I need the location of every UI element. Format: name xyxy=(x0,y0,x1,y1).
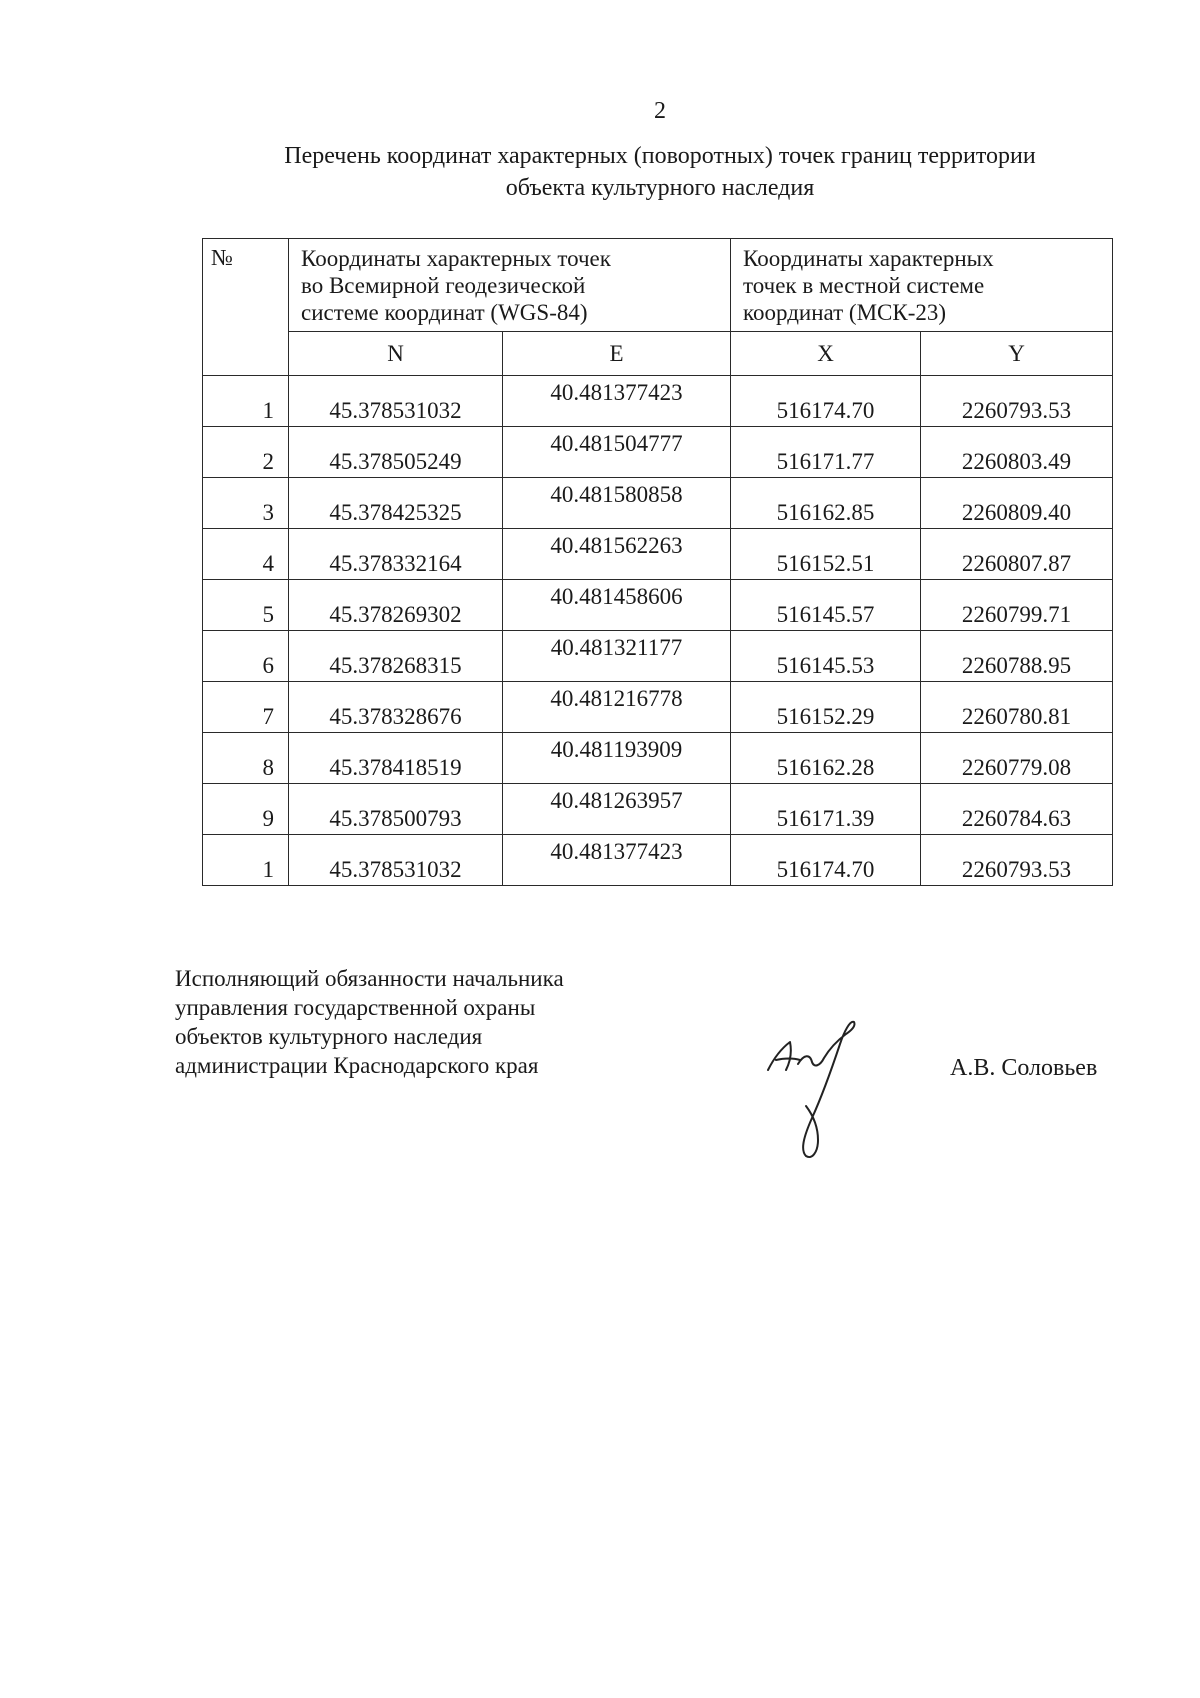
cell-n: 45.378332164 xyxy=(289,529,503,580)
cell-y: 2260809.40 xyxy=(921,478,1113,529)
document-title-line-1: Перечень координат характерных (поворотных) точек границ территории xyxy=(284,143,1036,169)
cell-y: 2260793.53 xyxy=(921,835,1113,886)
header-x: X xyxy=(731,332,921,376)
table-row xyxy=(203,478,1113,529)
cell-e: 40.481193909 xyxy=(503,733,731,784)
table-row xyxy=(203,784,1113,835)
cell-point-number: 6 xyxy=(203,631,289,682)
cell-e: 40.481216778 xyxy=(503,682,731,733)
table-row xyxy=(203,733,1113,784)
table-row xyxy=(203,835,1113,886)
signer-name: А.В. Соловьев xyxy=(950,1055,1098,1081)
cell-y: 2260779.08 xyxy=(921,733,1113,784)
header-wgs84-line: Координаты характерных точек xyxy=(301,246,611,271)
cell-y: 2260799.71 xyxy=(921,580,1113,631)
cell-x: 516174.70 xyxy=(731,376,921,427)
cell-e: 40.481580858 xyxy=(503,478,731,529)
cell-x: 516171.39 xyxy=(731,784,921,835)
cell-point-number: 3 xyxy=(203,478,289,529)
table-subheader-row xyxy=(203,332,1113,376)
cell-x: 516145.57 xyxy=(731,580,921,631)
cell-y: 2260780.81 xyxy=(921,682,1113,733)
signatory-position-line: Исполняющий обязанности начальника xyxy=(175,966,564,991)
cell-x: 516162.28 xyxy=(731,733,921,784)
cell-y: 2260784.63 xyxy=(921,784,1113,835)
header-wgs84 xyxy=(289,239,731,332)
coordinates-table xyxy=(202,238,1113,886)
cell-n: 45.378531032 xyxy=(289,376,503,427)
cell-point-number: 5 xyxy=(203,580,289,631)
signatory-position-line: администрации Краснодарского края xyxy=(175,1053,539,1078)
cell-x: 516152.29 xyxy=(731,682,921,733)
cell-y: 2260803.49 xyxy=(921,427,1113,478)
cell-y: 2260788.95 xyxy=(921,631,1113,682)
cell-point-number: 1 xyxy=(203,376,289,427)
signatory-position-line: управления государственной охраны xyxy=(175,995,536,1020)
cell-x: 516171.77 xyxy=(731,427,921,478)
table-header-row xyxy=(203,239,1113,332)
cell-e: 40.481321177 xyxy=(503,631,731,682)
cell-point-number: 9 xyxy=(203,784,289,835)
header-msk23-line: координат (МСК-23) xyxy=(743,300,947,325)
cell-x: 516162.85 xyxy=(731,478,921,529)
cell-n: 45.378505249 xyxy=(289,427,503,478)
cell-n: 45.378269302 xyxy=(289,580,503,631)
header-msk23-line: Координаты характерных xyxy=(743,246,994,271)
cell-n: 45.378531032 xyxy=(289,835,503,886)
handwritten-signature-icon xyxy=(760,1018,870,1163)
page-number: 2 xyxy=(654,98,666,124)
cell-x: 516174.70 xyxy=(731,835,921,886)
table-row xyxy=(203,580,1113,631)
cell-point-number: 7 xyxy=(203,682,289,733)
signatory-position xyxy=(175,964,564,1080)
header-number: № xyxy=(203,239,289,376)
header-msk23-line: точек в местной системе xyxy=(743,273,985,298)
document-title-line-2: объекта культурного наследия xyxy=(505,175,815,201)
cell-point-number: 2 xyxy=(203,427,289,478)
cell-x: 516145.53 xyxy=(731,631,921,682)
cell-e: 40.481504777 xyxy=(503,427,731,478)
cell-point-number: 4 xyxy=(203,529,289,580)
table-row xyxy=(203,376,1113,427)
cell-e: 40.481562263 xyxy=(503,529,731,580)
cell-point-number: 8 xyxy=(203,733,289,784)
cell-x: 516152.51 xyxy=(731,529,921,580)
header-wgs84-line: системе координат (WGS-84) xyxy=(301,300,588,325)
header-msk23 xyxy=(731,239,1113,332)
cell-e: 40.481377423 xyxy=(503,376,731,427)
cell-e: 40.481263957 xyxy=(503,784,731,835)
table-row xyxy=(203,427,1113,478)
cell-n: 45.378268315 xyxy=(289,631,503,682)
cell-e: 40.481458606 xyxy=(503,580,731,631)
header-e: E xyxy=(503,332,731,376)
cell-e: 40.481377423 xyxy=(503,835,731,886)
header-n: N xyxy=(289,332,503,376)
header-y: Y xyxy=(921,332,1113,376)
cell-y: 2260793.53 xyxy=(921,376,1113,427)
document-title xyxy=(200,140,1120,204)
cell-point-number: 1 xyxy=(203,835,289,886)
cell-n: 45.378500793 xyxy=(289,784,503,835)
header-wgs84-line: во Всемирной геодезической xyxy=(301,273,586,298)
table-row xyxy=(203,631,1113,682)
cell-n: 45.378418519 xyxy=(289,733,503,784)
cell-y: 2260807.87 xyxy=(921,529,1113,580)
table-row xyxy=(203,529,1113,580)
cell-n: 45.378328676 xyxy=(289,682,503,733)
signatory-position-line: объектов культурного наследия xyxy=(175,1024,483,1049)
cell-n: 45.378425325 xyxy=(289,478,503,529)
table-row xyxy=(203,682,1113,733)
